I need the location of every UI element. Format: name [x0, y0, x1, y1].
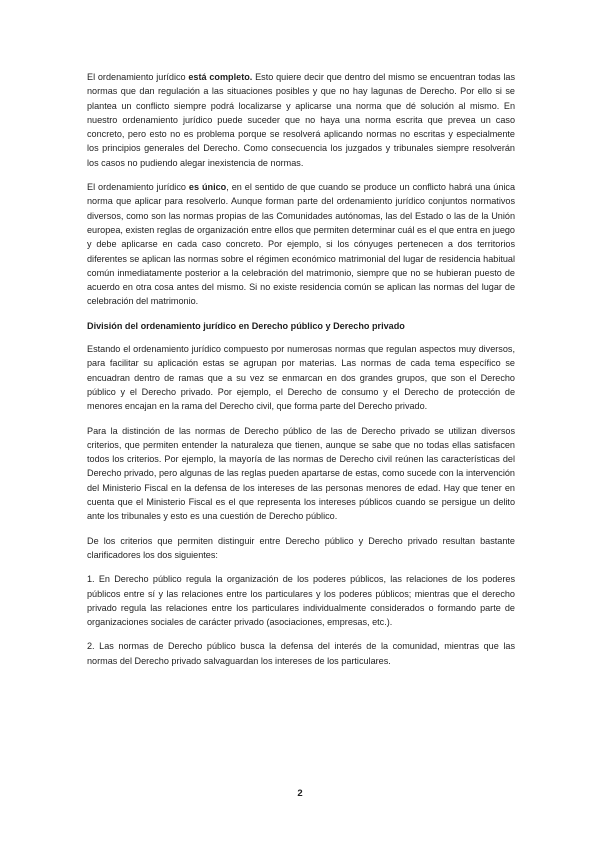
paragraph-uniqueness-intro: El ordenamiento jurídico — [87, 182, 189, 193]
paragraph-uniqueness — [87, 180, 515, 309]
list-item-criterion-2: 2. Las normas de Derecho público busca la defensa del interés de la comunidad, mientras que las normas del Derecho privado salvaguardan los intereses de los particulares. — [87, 641, 515, 666]
paragraph-completeness-text: Esto quiere decir que dentro del mismo se encuentran todas las normas que dan regulación a las situaciones posibles y que no hay lagunas de Derecho. Por ello si se plantea un conflicto siempre podrá localizarse y aplicarse una norma que dé solución al mismo. En nuestro ordenamiento jurídico puede suceder que no haya una norma escrita que prevea un caso concreto, pero esto no es problema porque se resolverá aplicando normas no escritas y especialmente los principios generales del Derecho. Como consecuencia los juzgados y tribunales siempre resolverán los casos no pudiendo alegar inexistencia de normas. — [87, 72, 515, 168]
paragraph-criteria: Para la distinción de las normas de Derecho público de las de Derecho privado se utilizan diversos criterios, que permiten entender la naturaleza que tienen, aunque se sabe que no todas ellas satisfacen todos los criterios. Por ejemplo, la mayoría de las normas de Derecho civil reúnen las características del Derecho privado, pero algunas de las reglas pueden apartarse de estas, como sucede con la intervención del Ministerio Fiscal en la defensa de los intereses de las personas menores de edad. Hay que tener en cuenta que el Ministerio Fiscal es el que representa los intereses públicos cuando se persigue un delito ante los tribunales y esto es una cuestión de Derecho público. — [87, 425, 515, 522]
paragraph-criteria-intro: De los criterios que permiten distinguir entre Derecho público y Derecho privado resultan bastante clarificadores los dos siguientes: — [87, 535, 515, 560]
paragraph-completeness-intro: El ordenamiento jurídico — [87, 72, 189, 82]
page-number: 2 — [297, 788, 303, 799]
document-body — [87, 70, 515, 678]
paragraph-uniqueness-emphasis: es único — [188, 182, 227, 193]
paragraph-composition: Estando el ordenamiento jurídico compuesto por numerosas normas que regulan aspectos muy diversos, para facilitar su aplicación estas se agrupan por materias. Las normas de cada tema específico se encuadran dentro de ramas que a su vez se enmarcan en dos grandes grupos, que son el Derecho público y el Derecho privado. Por ejemplo, el Derecho de consumo y el Derecho de protección de menores encajan en la rama del Derecho civil, que forma parte del Derecho privado. — [87, 344, 515, 412]
paragraph-completeness — [87, 70, 515, 170]
list-item-criterion-1: 1. En Derecho público regula la organización de los poderes públicos, las relaciones de los poderes públicos entre sí y las relaciones entre los particulares y los poderes públicos; mientras que el derecho privado regula las relaciones entre los particulares individualmente considerados o formando parte de organizaciones sociales de carácter privado (asociaciones, empresas, etc.). — [87, 574, 515, 628]
paragraph-uniqueness-text: , en el sentido de que cuando se produce un conflicto habrá una única norma que aplicar para resolverlo. Aunque forman parte del ordenamiento jurídico conjuntos normativos diversos, como son las normas propias de las Comunidades autónomas, las del Estado o las de la Unión europea, existen reglas de organización entre ellos que permiten determinar cuál es el que entra en juego y debe aplicarse en cada caso concreto. Por ejemplo, si los cónyuges pertenecen a dos territorios diferentes se aplican las normas sobre el régimen económico matrimonial del lugar de residencia habitual común inmediatamente posterior a la celebración del matrimonio, siempre que no se hubieran puesto de acuerdo en otra cosa antes del mismo. Si no existe residencia común se aplican las normas del lugar de celebración del matrimonio. — [87, 182, 516, 307]
section-heading: División del ordenamiento jurídico en Derecho público y Derecho privado — [87, 320, 405, 331]
paragraph-completeness-emphasis: está completo. — [188, 72, 253, 82]
